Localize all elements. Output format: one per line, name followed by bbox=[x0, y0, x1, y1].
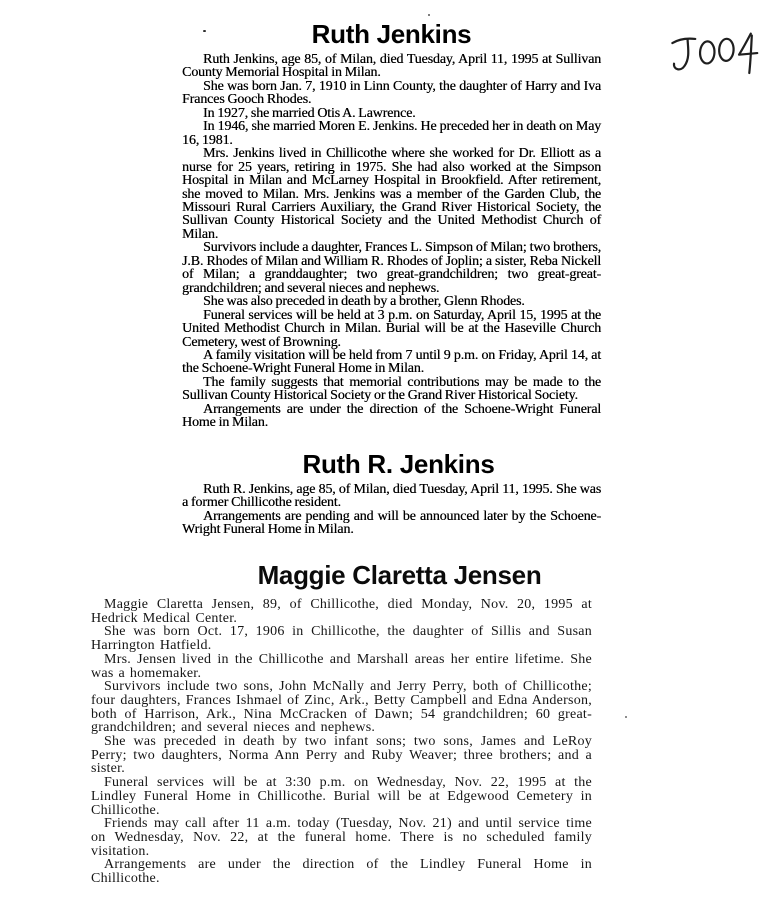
obituary-paragraph: Funeral services will be held at 3 p.m. on Saturday, April 15, 1995 at the United Methodist Church in Milan. Burial will be at the Haseville Church Cemetery, west of Browning. bbox=[182, 307, 601, 350]
obituary-paragraph: Arrangements are under the direction of the Lindley Funeral Home in Chillicothe. bbox=[91, 857, 592, 887]
obituary-paragraph: Funeral services will be at 3:30 p.m. on Wednesday, Nov. 22, 1995 at the Lindley Funeral Home in Chillicothe. Burial will be at Edgewood Cemetery in Chillicothe. bbox=[91, 775, 592, 818]
obituary-paragraph: In 1946, she married Moren E. Jenkins. He preceded her in death on May 16, 1981. bbox=[182, 119, 601, 148]
obituary-maggie-claretta-jensen bbox=[91, 561, 592, 886]
obituary-paragraph: Arrangements are under the direction of the Schoene-Wright Funeral Home in Milan. bbox=[182, 401, 601, 431]
obituary-paragraph: Mrs. Jenkins lived in Chillicothe where she worked for Dr. Elliott as a nurse for 25 years, retiring in 1975. She had also worked at the Simpson Hospital in Milan and McLarney Hospital in Brookfield. After retirement, she moved to Milan. Mrs. Jenkins was a member of the Garden Club, the Missouri Rural Carriers Auxiliary, the Grand River Historical Society, the Sullivan County Historical Society and the United Methodist Church of Milan. bbox=[182, 146, 601, 242]
obituary-ruth-r-jenkins bbox=[182, 450, 601, 537]
obituary-title: Ruth R. Jenkins bbox=[302, 449, 495, 479]
obituary-column-bottom bbox=[91, 561, 592, 886]
obituary-title: Maggie Claretta Jensen bbox=[257, 560, 542, 590]
obituary-paragraph: She was preceded in death by two infant sons; two sons, James and LeRoy Perry; two daughters, Norma Ann Perry and Ruby Weaver; three brothers; and a sister. bbox=[91, 734, 592, 777]
obituary-column-top bbox=[182, 19, 601, 538]
obituary-title: Ruth Jenkins bbox=[311, 19, 472, 49]
obituary-paragraph: In 1927, she married Otis A. Lawrence. bbox=[203, 105, 416, 121]
handwritten-code-j004 bbox=[667, 26, 759, 83]
obituary-paragraph: The family suggests that memorial contributions may be made to the Sullivan County Historical Society or the Grand River Historical Society. bbox=[182, 374, 601, 404]
handwritten-code-text bbox=[0, 0, 1, 1]
obituary-paragraph: Mrs. Jensen lived in the Chillicothe and Marshall areas her entire lifetime. She was a homemaker. bbox=[91, 651, 592, 681]
obituary-paragraph: She was also preceded in death by a brother, Glenn Rhodes. bbox=[203, 294, 525, 310]
scan-speck bbox=[428, 14, 430, 16]
obituary-paragraph: She was born Oct. 17, 1906 in Chillicothe, the daughter of Sillis and Susan Harrington Hatfield. bbox=[91, 624, 592, 654]
obituary-paragraph: Maggie Claretta Jensen, 89, of Chillicothe, died Monday, Nov. 20, 1995 at Hedrick Medical Center. bbox=[91, 597, 592, 626]
obituary-paragraph: A family visitation will be held from 7 until 9 p.m. on Friday, April 14, at the Schoene-Wright Funeral Home in Milan. bbox=[182, 347, 601, 377]
obituary-paragraph: Survivors include a daughter, Frances L. Simpson of Milan; two brothers, J.B. Rhodes of Milan and William R. Rhodes of Joplin; a sister, Reba Nickell of Milan; a granddaughter; two great-grandchildren; two great-great-grandchildren; and several nieces and nephews. bbox=[182, 240, 601, 296]
obituary-paragraph: Friends may call after 11 a.m. today (Tuesday, Nov. 21) and until service time on Wednesday, Nov. 22, at the funeral home. There is no scheduled family visitation. bbox=[91, 816, 592, 859]
scan-speck bbox=[625, 716, 627, 718]
obituary-paragraph: Survivors include two sons, John McNally and Jerry Perry, both of Chillicothe; four daughters, Frances Ishmael of Zinc, Ark., Betty Campbell and Edna Anderson, both of Harrison, Ark., Nina McCracken of Dawn; 54 grandchildren; 60 great-grandchildren; and several nieces and nephews. bbox=[91, 679, 592, 736]
obituary-paragraph: Ruth Jenkins, age 85, of Milan, died Tuesday, April 11, 1995 at Sullivan County Memorial Hospital in Milan. bbox=[182, 52, 601, 81]
obituary-paragraph: Arrangements are pending and will be announced later by the Schoene-Wright Funeral Home in Milan. bbox=[182, 508, 601, 538]
obituary-ruth-jenkins bbox=[182, 20, 601, 430]
obituary-paragraph: She was born Jan. 7, 1910 in Linn County, the daughter of Harry and Iva Frances Gooch Rhodes. bbox=[182, 78, 601, 108]
obituary-paragraph: Ruth R. Jenkins, age 85, of Milan, died Tuesday, April 11, 1995. She was a former Chillicothe resident. bbox=[182, 482, 601, 511]
